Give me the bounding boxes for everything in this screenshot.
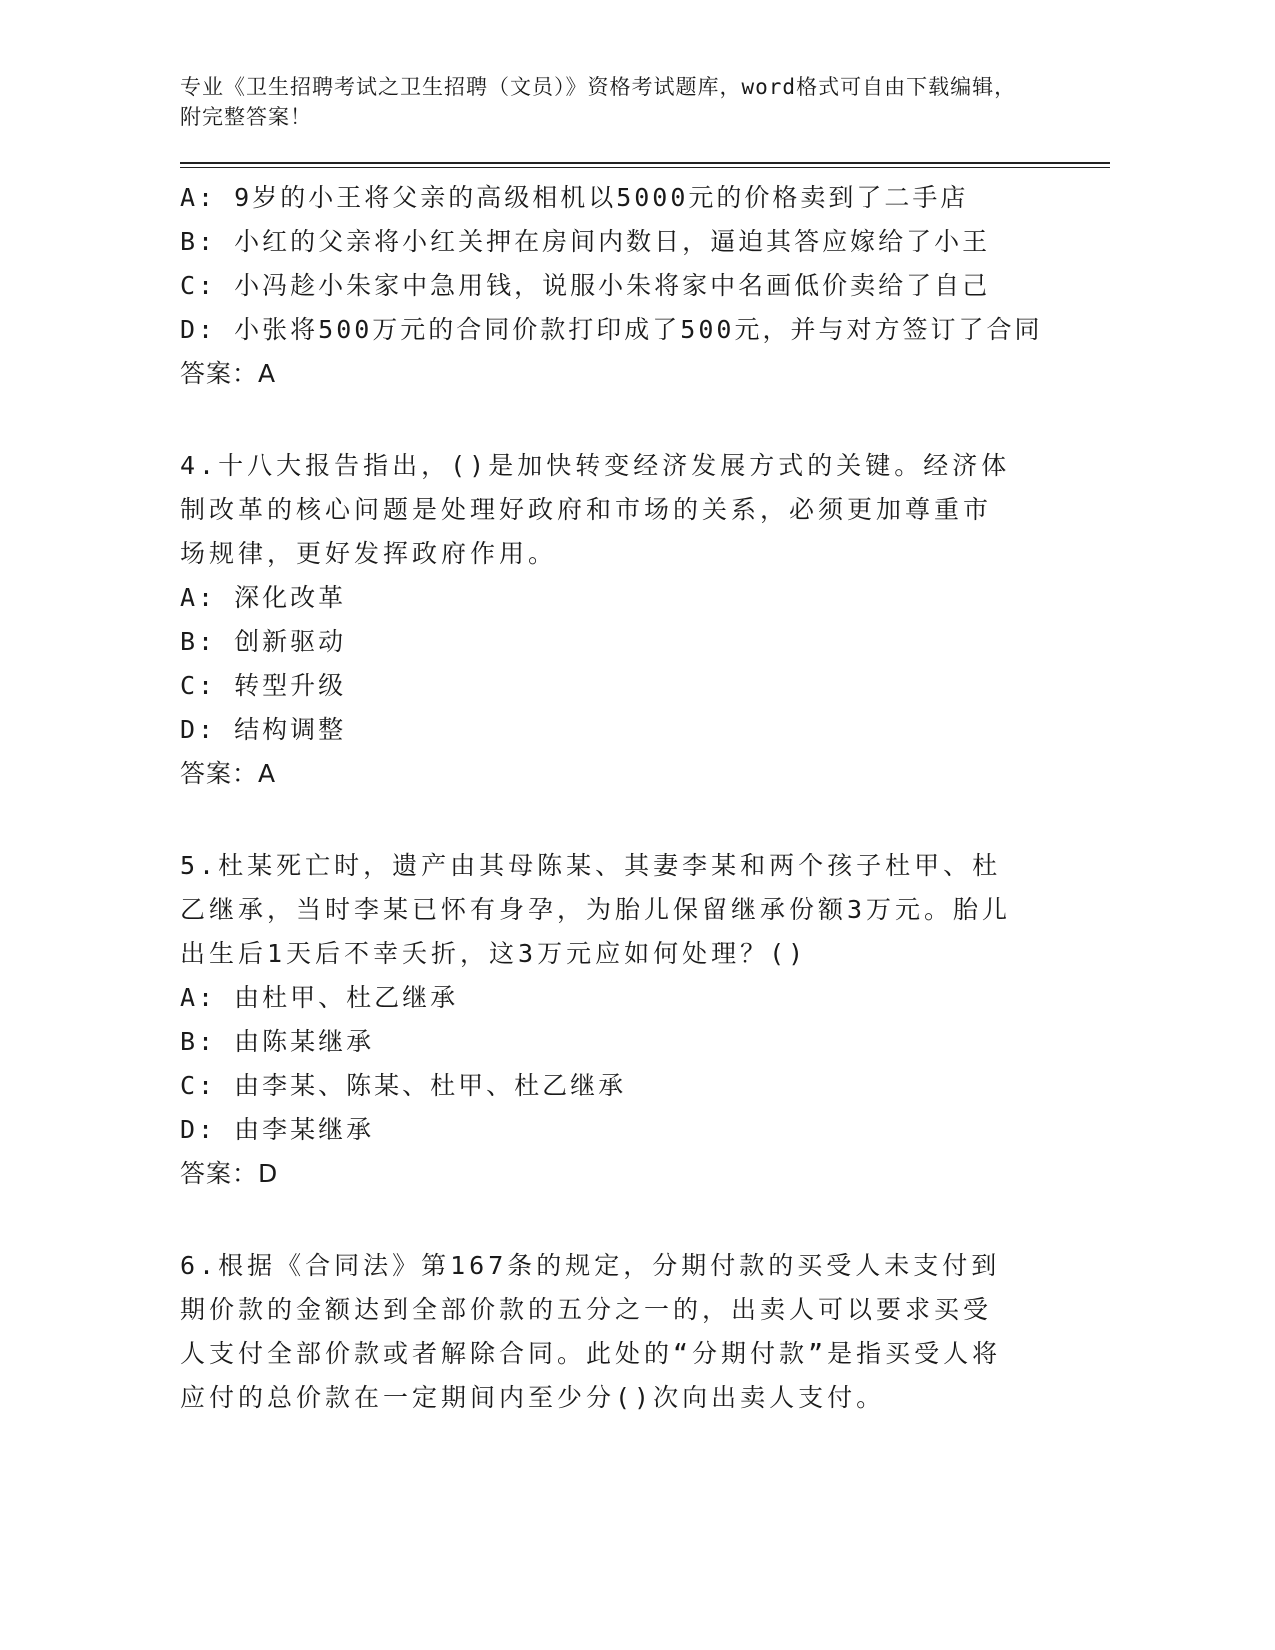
option-c: C: 由李某、陈某、杜甲、杜乙继承 [180,1071,627,1100]
option-a: A: 9岁的小王将父亲的高级相机以5000元的价格卖到了二手店 [180,183,969,212]
option-a: A: 由杜甲、杜乙继承 [180,983,459,1012]
answer: 答案：D [180,1159,279,1188]
answer: 答案：A [180,359,277,388]
question-5 [180,844,1110,1196]
question-stem: 5.杜某死亡时，遗产由其母陈某、其妻李某和两个孩子杜甲、杜乙继承，当时李某已怀有身孕，为胎儿保留继承份额3万元。胎儿出生后1天后不幸夭折，这3万元应如何处理？() [180,851,1012,968]
question-stem: 6.根据《合同法》第167条的规定，分期付款的买受人未支付到期价款的金额达到全部价款的五分之一的，出卖人可以要求买受人支付全部价款或者解除合同。此处的“分期付款”是指买受人将应付的总价款在一定期间内至少分()次向出卖人支付。 [180,1251,1002,1412]
question-3 [180,176,1110,396]
answer: 答案：A [180,759,277,788]
option-a: A: 深化改革 [180,583,347,612]
question-4 [180,444,1110,796]
option-d: D: 由李某继承 [180,1115,375,1144]
document-header: 专业《卫生招聘考试之卫生招聘（文员）》资格考试题库，word格式可自由下载编辑，附完整答案！ [180,75,1017,129]
divider-line-thin [180,167,1110,168]
document-page [180,72,1110,1420]
option-b: B: 小红的父亲将小红关押在房间内数日，逼迫其答应嫁给了小王 [180,227,991,256]
option-b: B: 由陈某继承 [180,1027,375,1056]
option-d: D: 小张将500万元的合同价款打印成了500元，并与对方签订了合同 [180,315,1043,344]
option-c: C: 小冯趁小朱家中急用钱，说服小朱将家中名画低价卖给了自己 [180,271,991,300]
option-b: B: 创新驱动 [180,627,347,656]
header-divider [180,162,1110,168]
divider-line-thick [180,162,1110,164]
question-6 [180,1244,1110,1420]
question-stem: 4.十八大报告指出，()是加快转变经济发展方式的关键。经济体制改革的核心问题是处理好政府和市场的关系，必须更加尊重市场规律，更好发挥政府作用。 [180,451,1011,568]
option-d: D: 结构调整 [180,715,347,744]
option-c: C: 转型升级 [180,671,347,700]
